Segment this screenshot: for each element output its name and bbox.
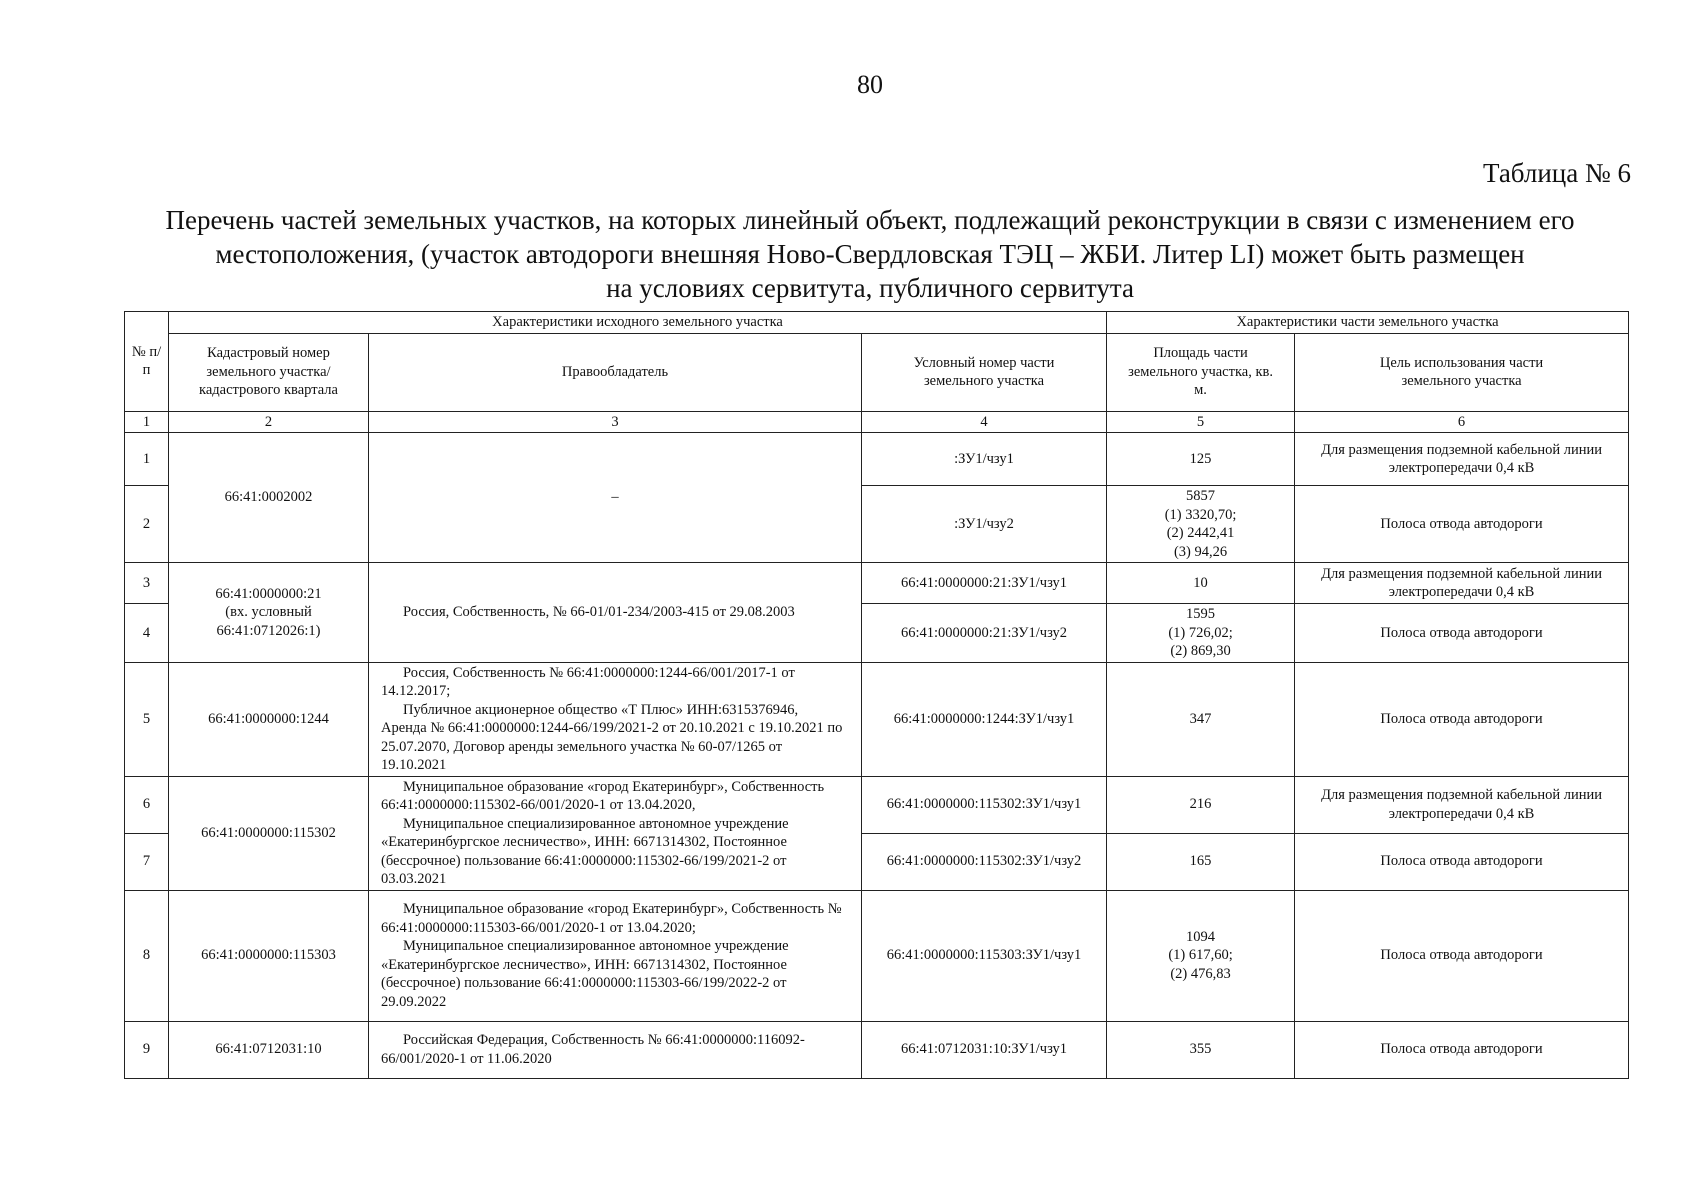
title-line: на условиях сервитута, публичного сервитута xyxy=(606,273,1134,303)
table-label: Таблица № 6 xyxy=(1483,158,1631,188)
table-row xyxy=(125,662,1629,776)
header-owner: Правообладатель xyxy=(369,333,862,411)
purpose-cell: Полоса отвода автодороги xyxy=(1295,1021,1629,1078)
cadastral-number: 66:41:0002002 xyxy=(169,433,369,563)
part-number: 66:41:0000000:115302:ЗУ1/чзу1 xyxy=(862,776,1107,833)
row-number: 6 xyxy=(125,776,169,833)
area-value: 1094 xyxy=(1186,928,1216,945)
area-value: 347 xyxy=(1189,710,1212,727)
table-row xyxy=(125,433,1629,486)
header-part-id: Условный номер части земельного участка xyxy=(862,333,1107,411)
part-number: 66:41:0712031:10:ЗУ1/чзу1 xyxy=(862,1021,1107,1078)
row-number: 2 xyxy=(125,486,169,563)
owner-cell xyxy=(369,776,862,890)
cadastral-number: 66:41:0000000:115302 xyxy=(169,776,369,890)
owner-text: Муниципальное специализированное автономное учреждение «Екатеринбургское лесничество», ИНН: 6671314302, Постоянное (бессрочное) пользование 66:41:0000000:115303-66/199/2022-2 от 29.09.2022 xyxy=(381,938,789,1010)
owner-text: – xyxy=(611,489,619,506)
purpose-cell: Полоса отвода автодороги xyxy=(1295,833,1629,890)
col-number: 1 xyxy=(125,411,169,433)
header-purpose: Цель использования части земельного участка xyxy=(1295,333,1629,411)
part-number: 66:41:0000000:1244:ЗУ1/чзу1 xyxy=(862,662,1107,776)
col-number: 5 xyxy=(1107,411,1295,433)
area-value: (2) 476,83 xyxy=(1170,965,1231,982)
col-number: 2 xyxy=(169,411,369,433)
title-line: местоположения, (участок автодороги внешняя Ново-Свердловская ТЭЦ – ЖБИ. Литер LI) может быть размещен xyxy=(215,239,1525,269)
table-row xyxy=(125,890,1629,1021)
owner-cell xyxy=(369,1021,862,1078)
area-value: 10 xyxy=(1193,574,1208,591)
area-cell xyxy=(1107,433,1295,486)
area-cell xyxy=(1107,776,1295,833)
cadastral-number: 66:41:0000000:1244 xyxy=(169,662,369,776)
header-area: Площадь части земельного участка, кв. м. xyxy=(1107,333,1295,411)
purpose-cell: Полоса отвода автодороги xyxy=(1295,890,1629,1021)
area-value: 165 xyxy=(1189,853,1212,870)
owner-cell xyxy=(369,433,862,563)
area-value: (1) 3320,70; xyxy=(1164,506,1237,523)
purpose-cell: Полоса отвода автодороги xyxy=(1295,486,1629,563)
owner-text: Россия, Собственность, № 66-01/01-234/2003-415 от 29.08.2003 xyxy=(403,604,795,620)
row-number: 7 xyxy=(125,833,169,890)
header-group-part: Характеристики части земельного участка xyxy=(1107,312,1629,334)
row-number: 8 xyxy=(125,890,169,1021)
part-number: 66:41:0000000:115303:ЗУ1/чзу1 xyxy=(862,890,1107,1021)
area-value: (2) 869,30 xyxy=(1170,643,1231,659)
col-number: 6 xyxy=(1295,411,1629,433)
table-row xyxy=(125,563,1629,604)
col-number: 4 xyxy=(862,411,1107,433)
area-value: (3) 94,26 xyxy=(1173,543,1228,560)
header-cadastral: Кадастровый номер земельного участка/кадастрового квартала xyxy=(169,333,369,411)
owner-text: Муниципальное образование «город Екатеринбург», Собственность № 66:41:0000000:115303-66/001/2020-1 от 13.04.2020; xyxy=(381,901,842,936)
purpose-cell: Для размещения подземной кабельной линии электропередачи 0,4 кВ xyxy=(1295,563,1629,604)
land-parts-table xyxy=(124,311,1629,1079)
area-value: 355 xyxy=(1189,1041,1212,1058)
part-number: 66:41:0000000:115302:ЗУ1/чзу2 xyxy=(862,833,1107,890)
area-cell xyxy=(1107,890,1295,1021)
area-value: 216 xyxy=(1189,796,1212,813)
row-number: 5 xyxy=(125,662,169,776)
part-number: :ЗУ1/чзу1 xyxy=(862,433,1107,486)
cadastral-number: 66:41:0712031:10 xyxy=(169,1021,369,1078)
area-value: 5857 xyxy=(1186,488,1216,504)
area-value: (1) 726,02; xyxy=(1168,624,1233,641)
area-value: 1595 xyxy=(1186,606,1216,622)
header-num: № п/ п xyxy=(125,312,169,412)
row-number: 3 xyxy=(125,563,169,604)
purpose-cell: Для размещения подземной кабельной линии электропередачи 0,4 кВ xyxy=(1295,776,1629,833)
row-number: 1 xyxy=(125,433,169,486)
area-value: (2) 2442,41 xyxy=(1166,525,1235,541)
row-number: 4 xyxy=(125,604,169,663)
part-number: 66:41:0000000:21:ЗУ1/чзу2 xyxy=(862,604,1107,663)
part-number: :ЗУ1/чзу2 xyxy=(862,486,1107,563)
area-value: (1) 617,60; xyxy=(1168,947,1233,964)
area-value: 125 xyxy=(1189,450,1212,467)
cadastral-number: 66:41:0000000:21 (вх. условный 66:41:0712026:1) xyxy=(169,563,369,663)
area-cell xyxy=(1107,833,1295,890)
table-row xyxy=(125,776,1629,833)
table-row xyxy=(125,1021,1629,1078)
document-title xyxy=(100,203,1640,305)
owner-text: Муниципальное образование «город Екатеринбург», Собственность 66:41:0000000:115302-66/001/2020-1 от 13.04.2020, xyxy=(381,778,825,813)
owner-text: Россия, Собственность № 66:41:0000000:1244-66/001/2017-1 от 14.12.2017; xyxy=(381,664,795,699)
row-number: 9 xyxy=(125,1021,169,1078)
area-cell xyxy=(1107,1021,1295,1078)
cadastral-number: 66:41:0000000:115303 xyxy=(169,890,369,1021)
area-cell xyxy=(1107,486,1295,563)
owner-cell xyxy=(369,563,862,663)
purpose-cell: Для размещения подземной кабельной линии электропередачи 0,4 кВ xyxy=(1295,433,1629,486)
owner-text: Муниципальное специализированное автономное учреждение «Екатеринбургское лесничество», ИНН: 6671314302, Постоянное (бессрочное) пользование 66:41:0000000:115302-66/199/2021-2 от 03.03.2021 xyxy=(381,815,789,887)
page-number: 80 xyxy=(857,70,883,99)
purpose-cell: Полоса отвода автодороги xyxy=(1295,604,1629,663)
col-number: 3 xyxy=(369,411,862,433)
owner-cell xyxy=(369,890,862,1021)
header-group-source: Характеристики исходного земельного участка xyxy=(169,312,1107,334)
area-cell xyxy=(1107,662,1295,776)
owner-cell xyxy=(369,662,862,776)
owner-text: Российская Федерация, Собственность № 66:41:0000000:116092-66/001/2020-1 от 11.06.2020 xyxy=(381,1032,805,1067)
purpose-cell: Полоса отвода автодороги xyxy=(1295,662,1629,776)
area-cell xyxy=(1107,604,1295,663)
title-line: Перечень частей земельных участков, на которых линейный объект, подлежащий реконструкции в связи с изменением его xyxy=(165,205,1575,235)
area-cell xyxy=(1107,563,1295,604)
owner-text: Публичное акционерное общество «Т Плюс» ИНН:6315376946, Аренда № 66:41:0000000:1244-66/199/2021-2 от 20.10.2021 с 19.10.2021 по 25.07.2070, Договор аренды земельного участка № 60-07/1265 от 19.10.2021 xyxy=(381,701,843,773)
part-number: 66:41:0000000:21:ЗУ1/чзу1 xyxy=(862,563,1107,604)
